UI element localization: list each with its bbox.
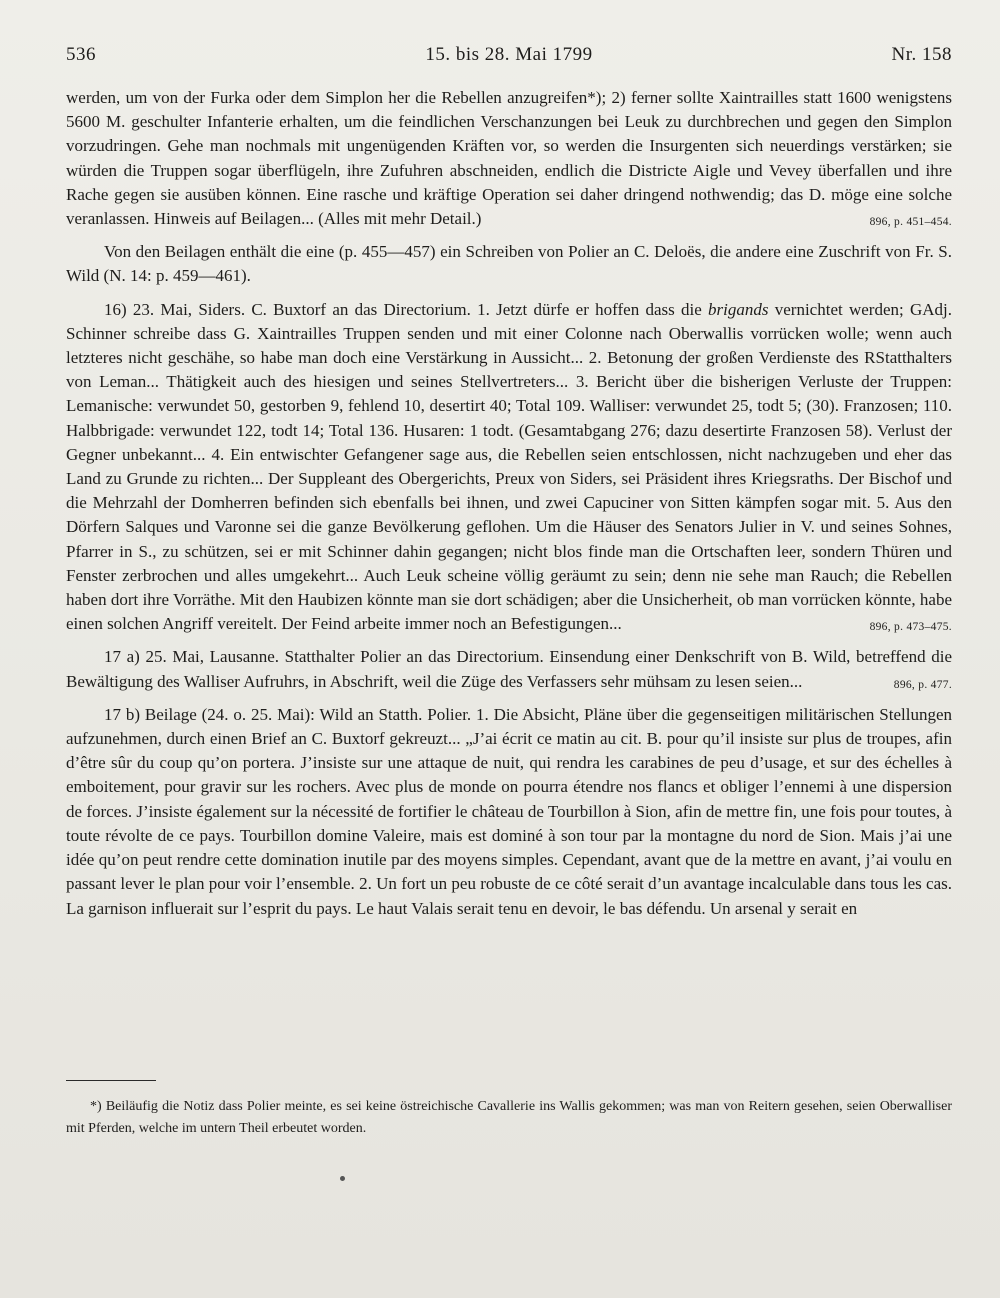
- source-reference: 896, p. 473–475.: [869, 621, 952, 634]
- paragraph-beilagen: [66, 240, 952, 288]
- paragraph-entry-17a: [66, 645, 952, 693]
- header-date-range: 15. bis 28. Mai 1799: [425, 44, 593, 65]
- paragraph-text: 17 b) Beilage (24. o. 25. Mai): Wild an Statth. Polier. 1. Die Absicht, Pläne über die gegenseitigen militärischen Stellungen aufzunehmen, durch einen Brief an C. Buxtorf gekreuzt... „J’ai écrit ce matin au cit. B. pour qu’il insiste sur plus de troupes, afin d’être sûr du coup qu’on portera. J’insiste sur une attaque de nuit, qui rendra les carabines de peu d’usage, et sur des échelles à emboitement, pour gravir sur les rochers. Avec plus de monde on pourra étendre nos flancs et obliger l’ennemi à une dispersion de forces. J’insiste également sur la nécessité de fortifier le château de Tourbillon à Sion, afin de mettre fin, une fois pour toutes, à toute révolte de ce pays. Tourbillon domine Valeire, mais est dominé à son tour par la montagne du nord de Sion. Mais j’ai une idée qu’on peut rendre cette domination inutile par des moyens simples. Cependant, avant que de la mettre en avant, j’ai voulu en passant lever le plan pour voir l’ensemble. 2. Un fort un peu robuste de ce côté serait d’un avantage incalculable dans tous les cas. La garnison influerait sur l’esprit du pays. Le haut Valais serait tenu en devoir, le bas défendu. Un arsenal y serait en: [66, 704, 952, 918]
- paragraph-text: 16) 23. Mai, Siders. C. Buxtorf an das Directorium. 1. Jetzt dürfe er hoffen dass die: [104, 299, 709, 319]
- italic-term: brigands: [708, 299, 769, 319]
- source-reference: 896, p. 451–454.: [869, 216, 952, 229]
- footnote-divider: [66, 1080, 156, 1081]
- main-text: [66, 86, 952, 930]
- source-reference: 896, p. 477.: [893, 678, 952, 691]
- document-number: Nr. 158: [891, 44, 952, 65]
- paragraph-text: werden, um von der Furka oder dem Simplon her die Rebellen anzugreifen*); 2) ferner sollte Xaintrailles statt 1600 wenigstens 5600 M. geschulter Infanterie erhalten, um die feindlichen Verschanzungen bei Leuk zu durchbrechen und gegen den Simplon vorzudringen. Gehe man nochmals mit ungenügenden Kräften vor, so werden die Insurgenten sich neuerdings verstärken; sie würden die Truppen sogar überflügeln, ihre Zufuhren abschneiden, endlich die Districte Aigle und Vevey überfallen und ihre Rache gegen sie ausüben können. Eine rasche und kräftige Operation sei daher dringend nothwendig; das D. möge eine solche veranlassen. Hinweis auf Beilagen... (Alles mit mehr Detail.): [66, 88, 952, 229]
- paragraph-entry-17b: [66, 703, 952, 921]
- paragraph-text: Von den Beilagen enthält die eine (p. 455—457) ein Schreiben von Polier an C. Deloës, die andere eine Zuschrift von Fr. S. Wild (N. 14: p. 459—461).: [66, 242, 952, 286]
- paragraph-entry-16: [66, 298, 952, 637]
- paragraph-continuation: [66, 86, 952, 231]
- footnote: *) Beiläufig die Notiz dass Polier meinte, es sei keine östreichische Cavallerie ins Wallis gekommen; was man von Reitern gesehen, seien Oberwalliser mit Pferden, welche im untern Theil erbeutet worden.: [66, 1099, 952, 1136]
- paragraph-text: 17 a) 25. Mai, Lausanne. Statthalter Polier an das Directorium. Einsendung einer Denkschrift von B. Wild, betreffend die Bewältigung des Walliser Aufruhrs, in Abschrift, weil die Züge des Verfassers sehr mühsam zu lesen seien...: [66, 647, 952, 691]
- page-number: 536: [66, 44, 96, 65]
- paragraph-text: vernichtet werden; GAdj. Schinner schreibe dass G. Xaintrailles Truppen senden und mit einer Colonne nach Oberwallis vorrücken wolle; wenn auch letzteres nicht geschähe, so habe man doch eine Verstärkung in Aussicht... 2. Betonung der großen Verdienste des RStatthalters von Leman... Thätigkeit auch des hiesigen und seines Stellvertreters... 3. Bericht über die bisherigen Verluste der Truppen: Lemanische: verwundet 50, gestorben 9, fehlend 10, desertirt 40; Total 109. Walliser: verwundet 25, todt 5; (30). Franzosen; 110. Halbbrigade: verwundet 122, todt 14; Total 136. Husaren: 1 todt. (Gesamtabgang 276; dazu desertirte Franzosen 58). Verlust der Gegner unbekannt... 4. Ein entwischter Gefangener sage aus, die Rebellen seien entschlossen, nicht nachzugeben und eher das Land zu Grunde zu richten... Der Suppleant des Obergerichts, Preux von Siders, sei Präsident ihres Kriegsraths. Der Bischof und die Mehrzahl der Domherren befinden sich ebenfalls bei ihnen, und zwei Capuciner von Sitten kämpfen sogar mit. 5. Aus den Dörfern Salques und Varonne sei die ganze Bevölkerung geflohen. Um die Häuser des Senators Julier in V. und seines Sohnes, Pfarrer in S., zu schützen, sei er mit Schinner dahin gegangen; nicht blos finde man die Ortschaften leer, sondern Thüren und Fenster zerbrochen und alles umgekehrt... Auch Leuk scheine völlig geräumt zu sein; denn nie sehe man Rauch; die Rebellen haben dort ihre Vorräthe. Mit den Haubizen könnte man sie dort schädigen; aber die Unsicherheit, ob man vorrücken könnte, habe einen solchen Angriff vereitelt. Der Feind arbeite immer noch an Befestigungen...: [66, 299, 953, 634]
- running-header: [66, 44, 952, 74]
- paper-speck: [340, 1176, 345, 1181]
